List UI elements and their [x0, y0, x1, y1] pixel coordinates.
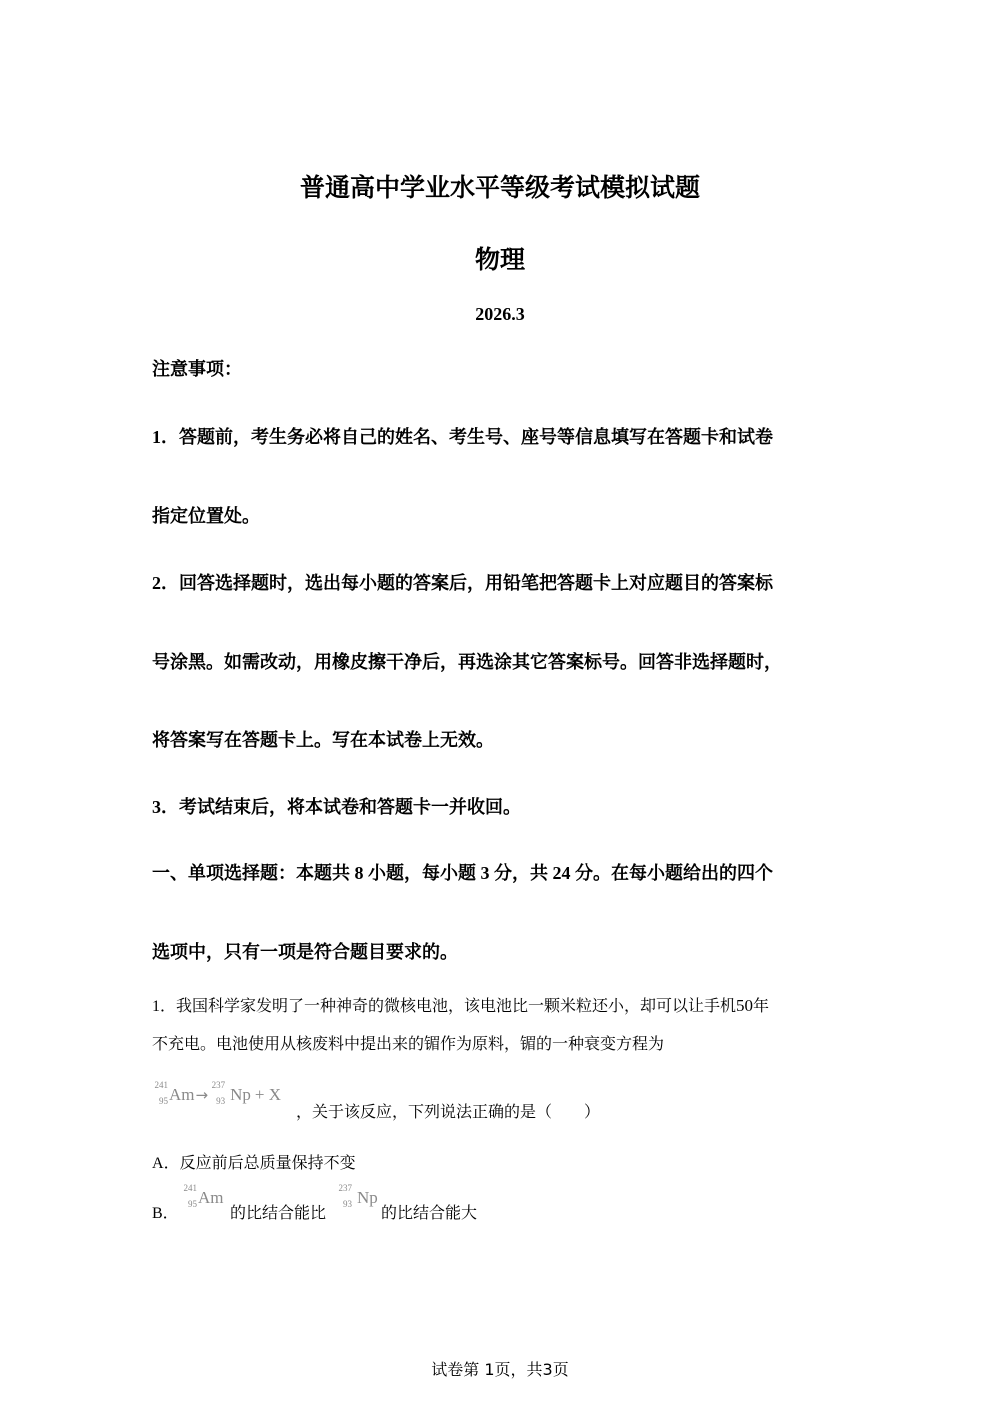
- section-1-text-c: 分，共: [494, 863, 548, 884]
- note-3-line-1: [152, 793, 521, 819]
- question-1-years: 50: [736, 996, 754, 1015]
- americium-symbol: Am: [169, 1085, 195, 1104]
- section-1-points-each: 3: [476, 863, 494, 883]
- page-footer: 试卷第 1页，共3页: [431, 1360, 569, 1379]
- decay-equation: [152, 1080, 281, 1106]
- option-b-text-end: 的比结合能大: [381, 1203, 478, 1222]
- option-a: [152, 1150, 356, 1173]
- note-2-line-2: 号涂黑。如需改动，用橡皮擦干净后，再选涂其它答案标号。回答非选择题时，: [152, 652, 782, 673]
- question-1-text-a: ．我国科学家发明了一种神奇的微核电池，该电池比一颗米粒还小，却可以让手机: [160, 996, 737, 1015]
- option-b-am-mass: 241: [183, 1183, 197, 1193]
- option-b-np-nuclide: [336, 1183, 378, 1209]
- note-1-text: ．答题前，考生务必将自己的姓名、考生号、座号等信息填写在答题卡和试卷: [161, 427, 773, 448]
- option-b-label: B: [152, 1205, 163, 1222]
- section-1-total-points: 24: [548, 863, 575, 883]
- section-1-text-a: 一、单项选择题：本题共: [152, 863, 350, 884]
- americium-mass-number: 241: [154, 1080, 168, 1090]
- section-1-heading-line-1: [152, 859, 773, 885]
- question-1-line-2: 不充电。电池使用从核废料中提出来的镅作为原料，镅的一种衰变方程为: [152, 1034, 665, 1053]
- note-1-line-2: 指定位置处。: [152, 506, 260, 527]
- equation-product-x: + X: [254, 1085, 281, 1104]
- note-2-number: 2: [152, 573, 161, 593]
- neptunium-atomic-number: 93: [216, 1096, 226, 1106]
- section-1-heading-line-2: 选项中，只有一项是符合题目要求的。: [152, 942, 458, 963]
- note-1-number: 1: [152, 427, 161, 447]
- exam-date: 2026.3: [475, 304, 525, 324]
- question-1-line-1: [152, 993, 769, 1016]
- note-2-line-3: 将答案写在答题卡上。写在本试卷上无效。: [152, 730, 494, 751]
- neptunium-mass-number: 237: [211, 1080, 226, 1090]
- note-3-text: ．考试结束后，将本试卷和答题卡一并收回。: [161, 797, 521, 818]
- section-1-text-b: 小题，每小题: [368, 863, 476, 884]
- option-b-np-z: 93: [343, 1199, 352, 1209]
- section-1-text-d: 分。在每小题给出的四个: [575, 863, 773, 884]
- option-a-text: ．反应前后总质量保持不变: [163, 1153, 356, 1172]
- option-b-np-symbol: Np: [357, 1188, 378, 1207]
- subject-title: 物理: [474, 245, 525, 274]
- note-2-text: ．回答选择题时，选出每小题的答案后，用铅笔把答题卡上对应题目的答案标: [161, 573, 773, 594]
- exam-title: 普通高中学业水平等级考试模拟试题: [299, 173, 700, 202]
- reaction-arrow-icon: →: [195, 1086, 209, 1104]
- option-b-am-symbol: Am: [198, 1188, 224, 1207]
- option-b-text-mid: 的比结合能比: [230, 1203, 327, 1222]
- question-1-prompt: ，关于该反应，下列说法正确的是（ ）: [296, 1102, 601, 1121]
- section-1-question-count: 8: [350, 863, 368, 883]
- option-b: B．: [152, 1205, 179, 1222]
- option-b-americium: [181, 1183, 224, 1209]
- americium-nuclide: [152, 1080, 195, 1106]
- note-3-number: 3: [152, 797, 161, 817]
- neptunium-symbol: Np: [230, 1085, 251, 1104]
- note-1-line-1: [152, 423, 773, 449]
- option-b-am-nuclide: [181, 1183, 224, 1209]
- question-1-text-b: 年: [753, 996, 770, 1015]
- notes-heading: 注意事项：: [152, 359, 242, 380]
- note-2-line-1: [152, 569, 773, 595]
- option-b-neptunium: [336, 1183, 378, 1209]
- neptunium-nuclide: [209, 1080, 251, 1106]
- question-1-number: 1: [152, 998, 160, 1015]
- option-b-am-z: 95: [188, 1199, 197, 1209]
- option-b-np-mass: 237: [338, 1183, 352, 1193]
- option-a-label: A: [152, 1155, 164, 1172]
- americium-atomic-number: 95: [159, 1096, 168, 1106]
